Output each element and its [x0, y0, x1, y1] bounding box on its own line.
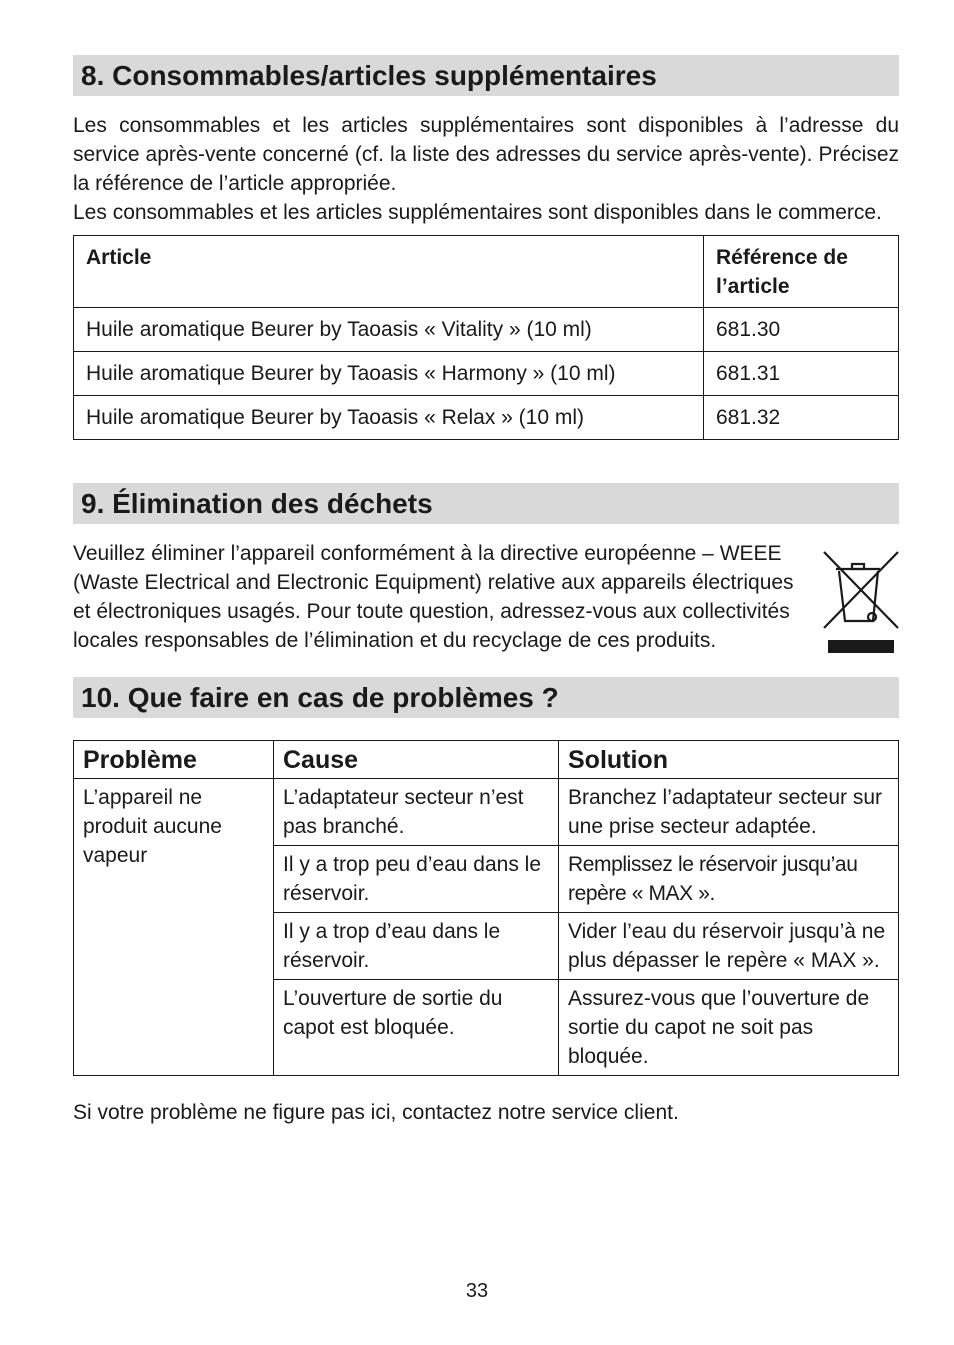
disposal-block [73, 539, 899, 655]
column-header-cause: Cause [274, 741, 559, 779]
column-header-solution: Solution [559, 741, 899, 779]
section-9-heading: 9. Élimination des déchets [73, 483, 899, 524]
section-10-heading: 10. Que faire en cas de problèmes ? [73, 677, 899, 718]
section-8-paragraph-1: Les consommables et les articles supplémentaires sont disponibles à l’adresse du service après-vente concerné (cf. la liste des adresses du service après-vente). Précisez la référence de l’article appropriée. [73, 114, 899, 195]
column-header-reference: Référence de l’article [704, 236, 899, 308]
contact-note: Si votre problème ne figure pas ici, contactez notre service client. [73, 1101, 679, 1124]
column-header-article: Article [74, 236, 704, 308]
table-row [74, 779, 899, 846]
cause-cell: L’adaptateur secteur n’est pas branché. [274, 779, 559, 846]
reference-cell: 681.31 [704, 352, 899, 396]
solution-cell: Remplissez le réservoir jusqu’au repère « MAX ». [559, 846, 899, 913]
column-header-problem: Problème [74, 741, 274, 779]
table-row [74, 396, 899, 440]
section-8-paragraph-2: Les consommables et les articles supplémentaires sont disponibles dans le commerce. [73, 201, 882, 224]
article-cell: Huile aromatique Beurer by Taoasis « Relax » (10 ml) [74, 396, 704, 440]
troubleshooting-table [73, 740, 899, 1076]
cause-cell: Il y a trop d’eau dans le réservoir. [274, 913, 559, 980]
crossed-out-wheelie-bin-icon [823, 551, 899, 655]
problem-cell: L’appareil ne produit aucune vapeur [74, 779, 274, 1076]
article-cell: Huile aromatique Beurer by Taoasis « Harmony » (10 ml) [74, 352, 704, 396]
table-row [74, 352, 899, 396]
solution-cell: Branchez l’adaptateur secteur sur une prise secteur adaptée. [559, 779, 899, 846]
cause-cell: Il y a trop peu d’eau dans le réservoir. [274, 846, 559, 913]
article-cell: Huile aromatique Beurer by Taoasis « Vitality » (10 ml) [74, 308, 704, 352]
table-header-row [74, 741, 899, 779]
reference-cell: 681.32 [704, 396, 899, 440]
page-number: 33 [465, 1280, 489, 1302]
table-row [74, 308, 899, 352]
solution-cell: Assurez-vous que l’ouverture de sortie du capot ne soit pas bloquée. [559, 980, 899, 1076]
section-8-heading: 8. Consommables/articles supplémentaires [73, 55, 899, 96]
disposal-text: Veuillez éliminer l’appareil conformément à la directive européenne – WEEE (Waste Electrical and Electronic Equipment) relative aux appareils électriques et électroniques usagés. Pour toute question, adressez-vous aux collectivités locales responsables de l’élimination et du recyclage de ces produits. [73, 542, 794, 652]
reference-cell: 681.30 [704, 308, 899, 352]
cause-cell: L’ouverture de sortie du capot est bloquée. [274, 980, 559, 1076]
page-content [73, 55, 899, 1127]
consumables-table [73, 235, 899, 440]
solution-cell: Vider l’eau du réservoir jusqu’à ne plus dépasser le repère « MAX ». [559, 913, 899, 980]
table-header-row [74, 236, 899, 308]
